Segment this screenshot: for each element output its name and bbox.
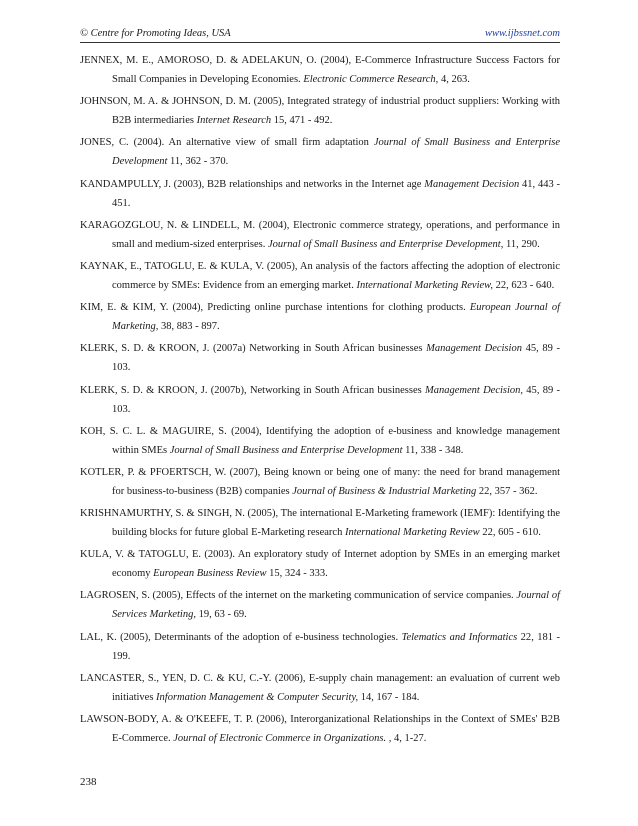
reference-entry [80,545,560,583]
journal-title: European Business Review [153,568,267,580]
reference-text: LAWSON-BODY, A. & O'KEEFE, T. P. (2006), Interorganizational Relationships in the Context of SMEs' B2B E-Commerce. [80,714,560,744]
reference-entry [80,298,560,336]
journal-volume: 4 [438,74,447,85]
journal-volume: 45 [521,343,537,355]
reference-entry [80,92,560,130]
reference-entry [80,175,560,213]
journal-title: Electronic Commerce Research, [303,74,439,85]
journal-title: European Journal of Marketing, [112,302,560,333]
reference-text: KIM, E. & KIM, Y. (2004), Predicting online purchase intentions for clothing products. [80,302,470,314]
journal-title: Internet Research [196,115,272,127]
page-range: , 338 - 348. [415,444,464,456]
journal-title: Journal of Small Business and Enterprise Development, [268,238,504,250]
journal-title: Management Decision, [424,384,524,396]
reference-text: LAGROSEN, S. (2005), Effects of the internet on the marketing communication of service companies. [80,590,517,602]
header-publisher: © Centre for Promoting Ideas, USA [80,28,231,39]
page-range: , 443 - 451. [112,178,561,209]
reference-text: JONES, C. (2004). An alternative view of small firm adaptation [80,137,374,149]
page-range: , 357 - 362. [489,485,538,497]
header-website-link[interactable]: www.ijbssnet.com [484,28,560,39]
journal-title: Journal of Small Business and Enterprise Development [169,444,403,456]
journal-volume: 22 [476,485,490,497]
reference-entry [80,381,560,419]
page-range: , 181 - 199. [112,631,560,662]
page-range: , 623 - 640. [506,279,555,291]
reference-text: KLERK, S. D. & KROON, J. (2007a) Networking in South African businesses [80,343,427,355]
page-range: , 89 - 103. [112,384,560,415]
journal-volume: 4 [391,733,400,744]
reference-entry [80,710,560,748]
reference-list [80,51,560,751]
journal-title: International Marketing Review, [356,279,494,291]
page-range: , 167 - 184. [371,691,420,703]
reference-entry [80,257,560,295]
reference-text: JOHNSON, M. A. & JOHNSON, D. M. (2005), Integrated strategy of industrial product suppliers: Working with B2B intermediaries [80,96,560,127]
journal-volume: 45 [523,384,537,396]
reference-text: LAL, K. (2005), Determinants of the adoption of e-business technologies. [80,631,402,643]
reference-entry [80,133,560,171]
journal-title: Journal of Services Marketing, [112,590,560,621]
journal-title: Journal of Business & Industrial Marketing [292,485,477,497]
journal-volume: 14 [358,691,372,703]
reference-text: JENNEX, M. E., AMOROSO, D. & ADELAKUN, O. (2004), E-Commerce Infrastructure Success Factors for Small Companies in Developing Economies. [80,55,560,85]
reference-entry [80,628,560,666]
reference-text: LANCASTER, S., YEN, D. C. & KU, C.-Y. (2006), E-supply chain management: an evaluation of current web initiatives [80,672,560,703]
journal-volume: 38 [158,321,172,333]
reference-entry [80,339,560,377]
reference-entry [80,586,560,624]
journal-volume: 19 [195,609,210,621]
journal-title: Information Management & Computer Security, [156,691,359,703]
page-range: , 63 - 69. [209,609,247,621]
journal-title: Telematics and Informatics [401,631,518,643]
page-range: , 1-27. [399,733,427,744]
reference-entry [80,422,560,460]
reference-entry [80,463,560,501]
journal-title: Journal of Small Business and Enterprise Development [112,137,561,168]
page-range: , 605 - 610. [492,527,541,539]
journal-title: Management Decision [424,178,520,190]
reference-entry [80,216,560,254]
reference-entry [80,504,560,542]
page-range: , 362 - 370. [180,156,229,168]
journal-volume: 22 [517,631,532,643]
reference-entry [80,51,560,89]
reference-entry [80,669,560,707]
reference-text: KOH, S. C. L. & MAGUIRE, S. (2004), Identifying the adoption of e-business and knowledge management within SMEs [80,425,560,456]
journal-title: Journal of Electronic Commerce in Organizations. , [173,733,392,744]
page-range: , 263. [446,74,470,85]
journal-volume: 11 [167,156,181,168]
running-header [80,26,560,43]
reference-text: KARAGOZGLOU, N. & LINDELL, M. (2004), Electronic commerce strategy, operations, and performance in small and medium-sized enterprises. [80,219,560,250]
journal-volume: 15 [271,115,285,127]
page-range: , 471 - 492. [284,115,333,127]
reference-text: KANDAMPULLY, J. (2003), B2B relationships and networks in the Internet age [80,178,425,190]
journal-volume: 22 [493,279,507,291]
page-range: , 324 - 333. [279,568,328,580]
page-range: , 883 - 897. [171,321,220,333]
reference-text: KOTLER, P. & PFOERTSCH, W. (2007), Being known or being one of many: the need for brand management for business-to-business (B2B) companies [80,466,560,497]
page-range: , 89 - 103. [112,343,561,374]
journal-volume: 41 [519,178,533,190]
page-number: 238 [80,776,97,788]
reference-text: KLERK, S. D. & KROON, J. (2007b), Networking in South African businesses [80,384,425,396]
reference-text: KAYNAK, E., TATOGLU, E. & KULA, V. (2005), An analysis of the factors affecting the adoption of electronic commerce by SMEs: Evidence from an emerging market. [80,260,560,291]
journal-volume: 22 [479,527,493,539]
journal-volume: 15 [266,568,280,580]
journal-title: International Marketing Review [344,527,480,539]
journal-title: Management Decision [426,343,522,355]
journal-volume: 11 [402,444,416,456]
journal-volume: 11 [503,238,517,250]
page-range: , 290. [516,238,540,250]
reference-text: KRISHNAMURTHY, S. & SINGH, N. (2005), The international E-Marketing framework (IEMF): Identifying the building blocks for future global E-Marketing research [80,508,560,539]
reference-text: KULA, V. & TATOGLU, E. (2003). An exploratory study of Internet adoption by SMEs in an emerging market economy [80,549,560,580]
